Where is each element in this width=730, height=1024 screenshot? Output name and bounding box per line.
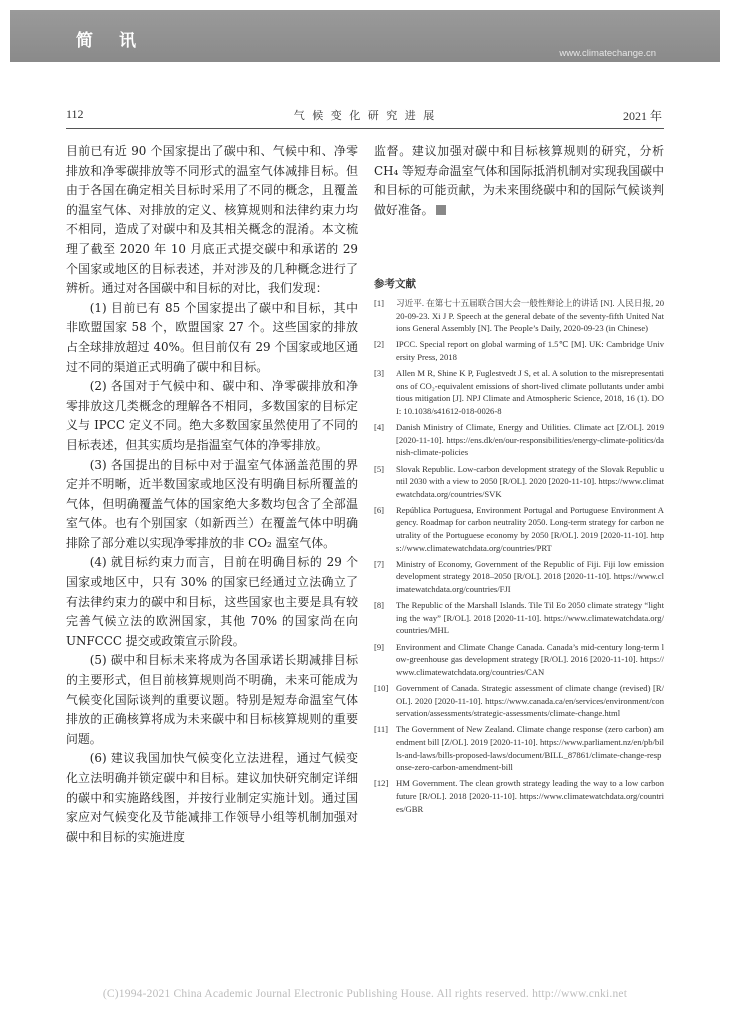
reference-item [374, 558, 664, 596]
header-banner [10, 10, 720, 62]
reference-text: Environment and Climate Change Canada. Canada’s mid-century long-term low-greenhouse gas development strategy [R/OL]. 2016 [2020-11-10]. https://www.climatewatchdata.org/countries/CAN [396, 641, 664, 677]
reference-number: [9] [374, 641, 385, 652]
body-paragraph: (5) 碳中和目标未来将成为各国承诺长期减排目标的主要形式，但目前核算规则尚不明确，未来可能成为气候变化国际谈判的重要议题。特别是短寿命温室气体排放的正确核算将成为未来碳中和目标核算规则的重要问题。 [66, 653, 358, 746]
reference-text: República Portuguesa, Environment Portugal and Portuguese Environment Agency. Roadmap for carbon neutrality 2050. Long-term strategy for carbon neutrality of the Portuguese economy by 2050 [R/OL]. 2019 [2020-11-10]. https://www.climatewatchdata.org/countries/PRT [396, 504, 664, 553]
right-column [374, 142, 664, 220]
reference-item [374, 338, 664, 363]
body-paragraph: (3) 各国提出的目标中对于温室气体涵盖范围的界定并不明晰，近半数国家或地区没有明确目标所覆盖的气体，但明确覆盖气体的国家绝大多数均包含了全部温室气体。也有个别国家（如新西兰）在覆盖气体中明确排除了部分难以实现净零排放的非 CO₂ 温室气体。 [66, 457, 358, 550]
end-mark-icon [436, 205, 446, 215]
body-paragraph: 目前已有近 90 个国家提出了碳中和、气候中和、净零排放和净零碳排放等不同形式的温室气体减排目标。但由于各国在确定相关目标时采用了不同的概念，且覆盖的温室气体、对排放的定义、核算规则和法律约束力均不相同，造成了对碳中和及其相关概念的混淆。本文梳理了截至 2020 年 10 月底正式提交碳中和承诺的 29 个国家或地区的目标表述，并对涉及的几种概念进行了辨析。通过对各国碳中和目标的对比，我们发现： [66, 144, 358, 296]
reference-item [374, 421, 664, 459]
reference-text: HM Government. The clean growth strategy leading the way to a low carbon future [R/OL]. 2018 [2020-11-10]. https://www.climatewatchdata.org/countries/GBR [396, 778, 664, 814]
reference-text: The Republic of the Marshall Islands. Tile Til Eo 2050 climate strategy “lighting the way” [R/OL]. 2018 [2020-11-10]. https://www.climatewatchdata.org/countries/MHL [396, 600, 664, 636]
reference-item [374, 641, 664, 679]
reference-text: Allen M R, Shine K P, Fuglestvedt J S, et al. A solution to the misrepresentations of CO₂-equivalent emissions of short-lived climate pollutants under ambitious mitigation [J]. NPJ Climate and Atmospheric Science, 2018, 16 (1). DOI: 10.1038/s41612-018-0026-8 [396, 368, 664, 416]
reference-number: [2] [374, 339, 385, 350]
reference-item [374, 367, 664, 417]
banner-title: 简讯 [76, 31, 162, 51]
reference-number: [3] [374, 368, 385, 379]
reference-text: Government of Canada. Strategic assessment of climate change (revised) [R/OL]. 2020 [2020-11-10]. https://www.canada.ca/en/services/environment/conservation/assessments/strategic-assessments/climate-change.html [396, 682, 664, 719]
header-rule [66, 128, 664, 129]
continued-text: 监督。建议加强对碳中和目标核算规则的研究，分析 CH₄ 等短寿命温室气体和国际抵消机制对实现我国碳中和目标的可能贡献，为未来围绕碳中和的国际气候谈判做好准备。 [374, 144, 664, 217]
reference-item [374, 723, 664, 773]
reference-number: [11] [374, 724, 388, 735]
reference-item [374, 599, 664, 637]
reference-text: 习近平. 在第七十五届联合国大会一般性辩论上的讲话 [N]. 人民日报, 2020-09-23. Xi J P. Speech at the general debate of the seventy-fifth United Nations General Assembly [N]. The People’s Daily, 2020-09-23 (in Chinese) [396, 298, 664, 334]
reference-number: [6] [374, 504, 385, 515]
page-number: 112 [66, 107, 84, 121]
reference-item [374, 777, 664, 815]
reference-item [374, 682, 664, 720]
body-paragraph: (2) 各国对于气候中和、碳中和、净零碳排放和净零排放这几类概念的理解各不相同，多数国家的目标定义与 IPCC 定义不同。绝大多数国家虽然使用了不同的目标表述，但其实质均是指温室气体的净零排放。 [66, 379, 358, 452]
body-paragraph: (6) 建议我国加快气候变化立法进程，通过气候变化立法明确并锁定碳中和目标。建议加快研究制定详细的碳中和实施路线图，并按行业制定实施计划。通过国家应对气候变化及节能减排工作领导小组等机制加强对碳中和目标的实施进度 [66, 751, 358, 844]
journal-year: 2021 年 [622, 109, 662, 123]
references-heading: 参考文献 [374, 278, 416, 290]
reference-item [374, 297, 664, 335]
reference-text: IPCC. Special report on global warming of 1.5℃ [M]. UK: Cambridge University Press, 2018 [396, 339, 664, 362]
body-paragraph: (4) 就目标约束力而言，目前在明确目标的 29 个国家或地区中，只有 30% 的国家已经通过立法确立了有法律约束力的碳中和目标，这些国家也主要是具有较完善气候立法的欧洲国家，其他 70% 的国家尚在向 UNFCCC 提交或政策宣示阶段。 [66, 555, 358, 648]
reference-number: [8] [374, 600, 385, 611]
reference-list [374, 297, 664, 819]
reference-text: Danish Ministry of Climate, Energy and Utilities. Climate act [Z/OL]. 2019 [2020-11-10]. https://ens.dk/en/our-responsibilities/energy-climate-politics/danish-climate-policies [396, 422, 664, 458]
reference-text: Slovak Republic. Low-carbon development strategy of the Slovak Republic until 2030 with a view to 2050 [R/OL]. 2020 [2020-11-10]. https://www.climatewatchdata.org/countries/SVK [396, 463, 664, 499]
reference-number: [4] [374, 422, 385, 433]
reference-text: Ministry of Economy, Government of the Republic of Fiji. Fiji low emission development strategy 2018–2050 [R/OL]. 2018 [2020-11-10]. https://www.climatewatchdata.org/countries/FJI [396, 558, 664, 595]
left-column [66, 142, 358, 847]
reference-number: [1] [374, 298, 385, 308]
reference-text: The Government of New Zealand. Climate change response (zero carbon) amendment bill [Z/OL]. 2019 [2020-11-10]. https://www.parliament.nz/en/pb/bills-and-laws/bills-proposed-laws/document/BILL_87861/climate-change-response-zero-carbon-amendment-bill [396, 724, 664, 773]
body-paragraph: (1) 目前已有 85 个国家提出了碳中和目标，其中非欧盟国家 58 个，欧盟国家 27 个。这些国家的排放占全球排放超过 40%。但目前仅有 29 个国家或地区通过不同的渠道正式明确了碳中和目标。 [66, 300, 358, 374]
reference-number: [12] [374, 778, 389, 789]
journal-name: 气 候 变 化 研 究 进 展 [293, 109, 437, 122]
reference-item [374, 504, 664, 554]
reference-number: [10] [374, 682, 389, 693]
reference-number: [5] [374, 463, 385, 474]
banner-url: www.climatechange.cn [559, 48, 656, 59]
copyright-footer: (C)1994-2021 China Academic Journal Electronic Publishing House. All rights reserved. http://www.cnki.net [102, 988, 628, 1000]
reference-item [374, 463, 664, 501]
body-paragraph-continued [374, 142, 664, 220]
reference-number: [7] [374, 558, 385, 569]
